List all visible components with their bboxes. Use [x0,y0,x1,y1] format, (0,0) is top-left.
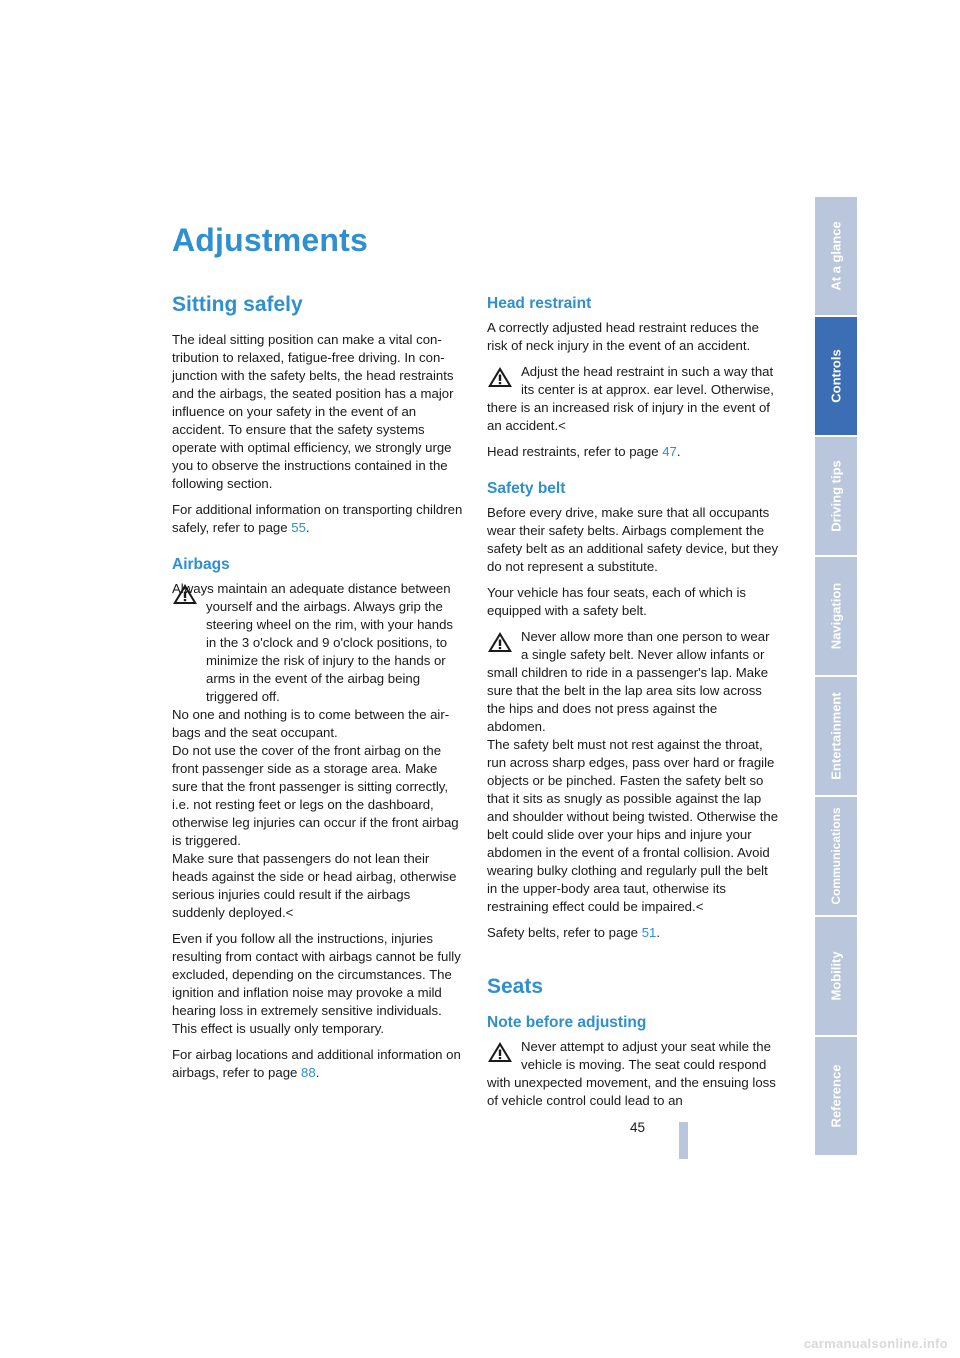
warning-triangle-icon [487,366,513,388]
paragraph: The ideal sitting position can make a vital contribution to relaxed, fatigue-free driving. In conjunction with the safety belts, the head restraints and the airbags, the seated position has a major influence on your safety in the event of an accident. To ensure that the safety systems operate with optimal efficiency, we strongly urge you to observe the instructions contained in the following section. [172,332,454,491]
page-link[interactable]: 51 [641,925,657,940]
paragraph: A correctly adjusted head restraint reduces the risk of neck injury in the event of an accident. [487,320,759,353]
section-heading-sitting-safely: Sitting safely [172,293,303,316]
warning-text: The safety belt must not rest against the throat, run across sharp edges, pass over hard or fragile objects or be pinched. Fasten the safety belt so that it sits as snugly as possible against the lap and shoulder without being twisted. Otherwise the belt could slide over your hips and injure your abdomen in the event of a frontal collision. Avoid wearing bulky clothing and regularly pull the belt in the upper-body area taut, otherwise its restraining effect could be impaired.< [487,737,779,914]
left-column [172,292,464,1090]
warning-block [172,580,464,922]
end-mark: < [695,899,704,914]
chapter-tabs [815,197,857,1157]
warning-text: Do not use the cover of the front airbag on the front passenger side as a storage area. Make sure that the front passenger is sitting correctly, i.e. not resting feet or legs on the dashboard, otherwise leg injuries can occur if the front airbag is triggered. [172,743,459,848]
page-number: 45 [630,1120,646,1135]
warning-block [487,363,779,435]
subsection-heading-note-before-adjusting: Note before adjusting [487,1014,647,1031]
warning-text: Make sure that passengers do not lean their heads against the side or head airbag, otherwise serious injuries could result if the airbags suddenly deployed.< [172,851,457,920]
paragraph: Safety belts, refer to page 51. [487,925,661,940]
watermark: carmanualsonline.info [803,1336,948,1351]
paragraph: Before every drive, make sure that all occupants wear their safety belts. Airbags complement the safety belt as an additional safety device, but they do not represent a substitute. [487,505,779,574]
tab-at-a-glance[interactable]: At a glance [815,197,857,315]
tab-controls[interactable]: Controls [815,317,857,435]
warning-text: Adjust the head restraint in such a way that its center is at approx. ear level. Otherwise, there is an increased risk of injury in the event of an accident.< [487,364,774,433]
tab-driving-tips[interactable]: Driving tips [815,437,857,555]
page-marker-bar [679,1122,688,1159]
tab-reference[interactable]: Reference [815,1037,857,1155]
subsection-heading-head-restraint: Head restraint [487,295,592,312]
page-link[interactable]: 47 [662,444,677,459]
page-link[interactable]: 88 [301,1065,316,1080]
tab-mobility[interactable]: Mobility [815,917,857,1035]
warning-triangle-icon [487,631,513,653]
subsection-heading-airbags: Airbags [172,556,230,573]
paragraph: For airbag locations and additional information on airbags, refer to page 88. [172,1047,461,1080]
end-mark: < [558,418,566,433]
paragraph: Head restraints, refer to page 47. [487,444,681,459]
warning-triangle-icon [487,1041,513,1063]
tab-navigation[interactable]: Navigation [815,557,857,675]
subsection-heading-safety-belt: Safety belt [487,480,566,497]
right-column [487,294,779,1118]
warning-text: Always maintain an adequate distance between yourself and the airbags. Always grip the steering wheel on the rim, with your hands in the 3 o'clock and 9 o'clock positions, to minimize the risk of injury to the hands or arms in the event of the airbag being triggered off. [172,581,454,704]
paragraph: For additional information on transporting children safely, refer to page 55. [172,502,463,535]
paragraph: Your vehicle has four seats, each of which is equipped with a safety belt. [487,585,747,618]
tab-entertainment[interactable]: Entertainment [815,677,857,795]
warning-text: Never attempt to adjust your seat while the vehicle is moving. The seat could respond with unexpected movement, and the ensuing loss of vehicle control could lead to an [487,1039,776,1108]
end-mark: < [285,905,294,920]
warning-block [487,1038,779,1110]
section-heading-seats: Seats [487,975,544,998]
page-link[interactable]: 55 [291,520,306,535]
tab-communications[interactable]: Communications [815,797,857,915]
warning-text: Never allow more than one person to wear a single safety belt. Never allow infants or small children to ride in a passenger's lap. Make sure that the belt in the lap area sits low across the hips and does not press against the abdomen. [487,629,770,734]
warning-block [487,628,779,916]
page-title: Adjustments [172,222,368,258]
warning-text: No one and nothing is to come between the airbags and the seat occupant. [172,707,450,740]
paragraph: Even if you follow all the instructions, injuries resulting from contact with airbags cannot be fully excluded, depending on the circumstances. The ignition and inflation noise may provoke a mild hearing loss in extremely sensitive individuals. This effect is usually only temporary. [172,931,461,1036]
